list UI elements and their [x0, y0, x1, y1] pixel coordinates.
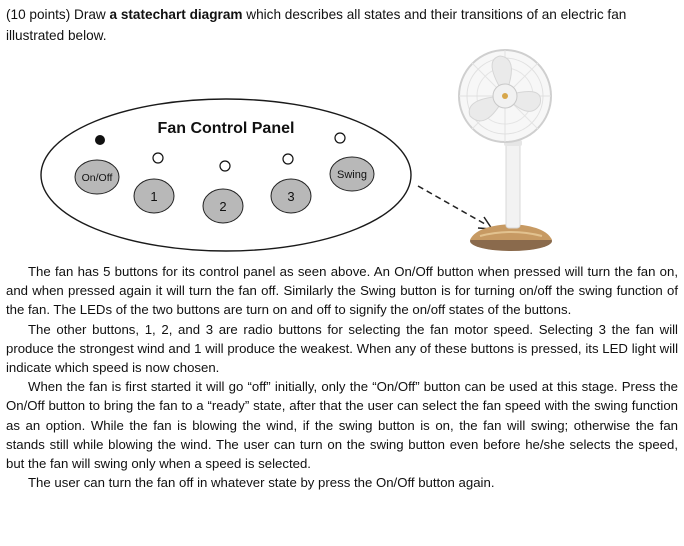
onoff-label: On/Off	[81, 172, 113, 184]
onoff-led-icon	[95, 135, 105, 145]
electric-fan-illustration	[459, 50, 552, 251]
question-points: (10 points) Draw	[6, 7, 110, 22]
paragraph-buttons: The fan has 5 buttons for its control panel as seen above. An On/Off button when pressed will turn the fan on, and when pressed again it will turn the fan off. Similarly the Swing button is for turning on/off the swing function of the fan. The LEDs of the two buttons are turn on and off to signify the on/off states of the buttons.	[6, 264, 678, 318]
swing-led-icon	[335, 133, 345, 143]
description	[6, 262, 678, 492]
pointer-arrow	[418, 186, 492, 229]
paragraph-off: The user can turn the fan off in whatever state by press the On/Off button again.	[28, 475, 495, 491]
speed1-led-icon	[153, 153, 163, 163]
speed3-label: 3	[287, 189, 295, 204]
swing-label: Swing	[337, 169, 367, 181]
speed2-led-icon	[220, 161, 230, 171]
speed1-label: 1	[150, 189, 158, 204]
question-emphasis: a statechart diagram	[109, 7, 243, 22]
speed3-led-icon	[283, 154, 293, 164]
panel-title: Fan Control Panel	[157, 120, 295, 137]
question-rest: which describes all states and their transitions of an electric fan illustrated below.	[6, 7, 627, 43]
speed3-button[interactable]	[271, 179, 311, 213]
swing-button[interactable]	[330, 157, 374, 191]
speed1-button[interactable]	[134, 179, 174, 213]
fan-diagram	[0, 0, 684, 262]
paragraph-states: When the fan is first started it will go “off” initially, only the “On/Off” button can be used at this stage. Press the On/Off button to bring the fan to a “ready” state, after that the user can select the fan speed with the swing function as an option. While the fan is blowing the wind, if the swing button is on, the fan will swing; otherwise the fan stands still while blowing the wind. The user can turn on the swing button even before he/she selects the speed, but the fan will swing only when a speed is selected.	[6, 379, 678, 472]
paragraph-speed: The other buttons, 1, 2, and 3 are radio buttons for selecting the fan motor speed. Selecting 3 the fan will produce the strongest wind and 1 will produce the weakest. When any of these buttons is pressed, its LED light will indicate which speed is now chosen.	[6, 321, 678, 376]
speed2-label: 2	[219, 199, 227, 214]
onoff-button[interactable]	[75, 160, 119, 194]
speed2-button[interactable]	[203, 189, 243, 223]
